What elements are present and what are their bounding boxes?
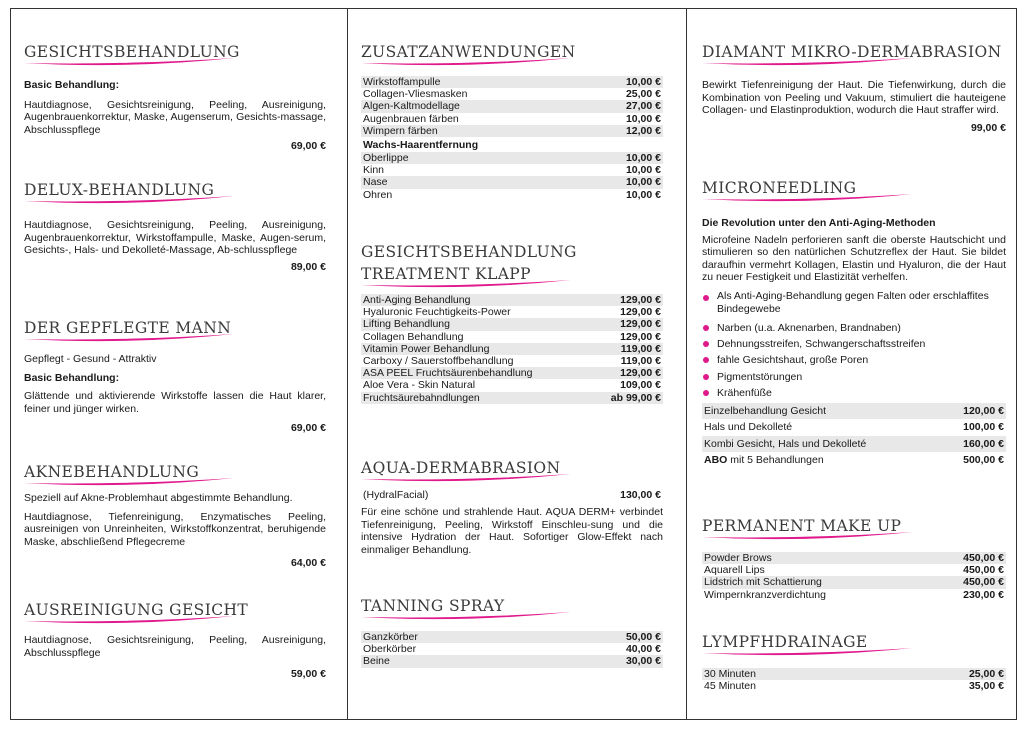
list-item: Als Anti-Aging-Behandlung gegen Falten oder erschlaffites Bindegewebe bbox=[702, 290, 1006, 316]
subheading: Basic Behandlung: bbox=[24, 371, 120, 384]
section-microneedling bbox=[702, 178, 1006, 469]
price-list bbox=[361, 152, 663, 201]
section-title: LYMPFHDRAINAGE bbox=[702, 633, 868, 651]
price-list bbox=[702, 552, 1006, 601]
section-title: AUSREINIGUNG GESICHT bbox=[24, 601, 249, 619]
bullet-dot bbox=[703, 295, 709, 301]
section-title: DELUX-BEHANDLUNG bbox=[24, 181, 215, 199]
section-title: DIAMANT MIKRO-DERMABRASION bbox=[702, 43, 1002, 61]
section-title: AKNEBEHANDLUNG bbox=[24, 463, 200, 481]
list-item: Anti-Aging Behandlung 129,00 € bbox=[363, 294, 661, 306]
bullet-dot bbox=[703, 374, 709, 380]
description: Hautdiagnose, Tiefenreinigung, Enzymatisches Peeling, ausreinigen von Unreinheiten, Wirkstoffkonzentrat, beruhigende Maske, abschließend Pflegecreme bbox=[24, 510, 326, 548]
section-title: MICRONEEDLING bbox=[702, 179, 857, 197]
list-item: Beine 30,00 € bbox=[363, 655, 661, 668]
description: Für eine schöne und strahlende Haut. AQUA DERM+ verbindet Tiefenreinigung, Peeling, Wirkstoff Einschleu-sung und die intensive Hydration der Haut. Sofortiger Glow-Effekt nach einmaliger Behandlung. bbox=[361, 506, 663, 556]
list-item: Collagen Behandlung 129,00 € bbox=[363, 330, 661, 343]
list-item: ASA PEEL Fruchtsäurenbehandlung 129,00 € bbox=[363, 367, 661, 380]
description: Hautdiagnose, Gesichtsreinigung, Peeling, Ausreinigung, Augenbrauenkorrektur, Maske, Augenserum, Gesichts-massage, Abschlusspflege bbox=[24, 98, 326, 136]
bullet-dot bbox=[703, 325, 709, 331]
price-list bbox=[361, 294, 663, 404]
list-item: Ohren 10,00 € bbox=[363, 188, 661, 201]
benefit-list bbox=[702, 290, 1006, 401]
price-list bbox=[361, 76, 663, 137]
list-item: Augenbrauen färben 10,00 € bbox=[363, 112, 661, 125]
list-item: Collagen-Vliesmasken 25,00 € bbox=[363, 88, 661, 101]
section-title: GESICHTSBEHANDLUNG bbox=[24, 43, 240, 61]
section-title: AQUA-DERMABRASION bbox=[361, 459, 561, 477]
price: 99,00 € bbox=[970, 121, 1006, 134]
list-item: Carboxy / Sauerstoffbehandlung 119,00 € bbox=[363, 355, 661, 368]
subheading: Die Revolution unter den Anti-Aging-Methoden bbox=[702, 217, 936, 229]
list-item: Hals und Dekolleté 100,00 € bbox=[704, 421, 1004, 434]
section-aknebehandlung bbox=[24, 462, 326, 570]
list-item: Nase 10,00 € bbox=[363, 176, 661, 189]
list-item: Aquarell Lips 450,00 € bbox=[704, 564, 1004, 577]
list-item: Fruchtsäurebahndlungen ab 99,00 € bbox=[363, 391, 661, 404]
list-item: Algen-Kaltmodellage 27,00 € bbox=[363, 100, 661, 113]
list-item: 30 Minuten 25,00 € bbox=[704, 668, 1004, 680]
price: 59,00 € bbox=[290, 668, 326, 681]
list-item: Powder Brows 450,00 € bbox=[704, 552, 1004, 564]
section-lymphdrainage bbox=[702, 632, 1006, 692]
section-gesichtsbehandlung bbox=[24, 42, 326, 153]
price-list bbox=[702, 668, 1006, 692]
section-gepflegte-mann bbox=[24, 318, 326, 435]
price: 69,00 € bbox=[290, 140, 326, 153]
section-zusatzanwendungen bbox=[361, 42, 663, 201]
column-divider bbox=[347, 8, 348, 720]
column-divider bbox=[686, 8, 687, 720]
list-item: Aloe Vera - Skin Natural 109,00 € bbox=[363, 379, 661, 392]
list-item: Einzelbehandlung Gesicht 120,00 € bbox=[702, 403, 1006, 420]
list-item: Wimpern färben 12,00 € bbox=[363, 124, 661, 137]
list-item: ABO mit 5 Behandlungen 500,00 € bbox=[704, 454, 1004, 467]
description: Bewirkt Tiefenreinigung der Haut. Die Tiefenwirkung, durch die Kombination von Peeling und Vakuum, stimuliert die hauteigene Collagen- und Elastinproduktion, wodurch die Haut straffer wird. bbox=[702, 79, 1006, 117]
section-delux bbox=[24, 180, 326, 274]
subheading: Wachs-Haarentfernung bbox=[363, 139, 479, 152]
list-item: 45 Minuten 35,00 € bbox=[704, 680, 1004, 693]
section-diamant bbox=[702, 42, 1006, 135]
list-item: Wimpernkranzverdichtung 230,00 € bbox=[704, 588, 1004, 601]
price-list bbox=[361, 631, 663, 668]
section-title: DER GEPFLEGTE MANN bbox=[24, 319, 232, 337]
description: Hautdiagnose, Gesichtsreinigung, Peeling, Ausreinigung, Augenbrauenkorrektur, Wirkstoffampulle, Maske, Augen-serum, Gesichts-, Hals- und Dekolleté-Massage, Ab-schlusspflege bbox=[24, 219, 326, 257]
bullet-dot bbox=[703, 357, 709, 363]
list-item: Kombi Gesicht, Hals und Dekolleté 160,00 € bbox=[702, 436, 1006, 453]
section-title: ZUSATZANWENDUNGEN bbox=[361, 43, 576, 61]
list-item: Dehnungsstreifen, Schwangerschaftsstreifen bbox=[702, 336, 1006, 352]
list-item: Oberkörber 40,00 € bbox=[363, 643, 661, 656]
section-treatment-klapp bbox=[361, 242, 663, 404]
list-item: Lidstrich mit Schattierung 450,00 € bbox=[704, 576, 1004, 589]
section-ausreinigung bbox=[24, 600, 326, 681]
list-item: Oberlippe 10,00 € bbox=[363, 152, 661, 165]
section-tanning-spray bbox=[361, 596, 663, 668]
description: Hautdiagnose, Gesichtsreinigung, Peeling, Ausreinigung, Abschlusspflege bbox=[24, 634, 326, 659]
list-item: Ganzkörber 50,00 € bbox=[363, 631, 661, 643]
list-item: Lifting Behandlung 129,00 € bbox=[363, 318, 661, 331]
section-permanent-make-up bbox=[702, 516, 1006, 601]
list-item: Wirkstoffampulle 10,00 € bbox=[363, 76, 661, 88]
list-item: Pigmentstörungen bbox=[702, 369, 1006, 385]
price-list bbox=[702, 403, 1006, 469]
description: Speziell auf Akne-Problemhaut abgestimmte Behandlung. bbox=[24, 492, 293, 504]
section-title: GESICHTSBEHANDLUNG bbox=[361, 243, 577, 261]
tagline: Gepflegt - Gesund - Attraktiv bbox=[24, 353, 157, 365]
section-title: TANNING SPRAY bbox=[361, 597, 505, 615]
price: 69,00 € bbox=[290, 422, 326, 435]
section-aqua-dermabrasion bbox=[361, 458, 663, 557]
price: 64,00 € bbox=[290, 557, 326, 570]
bullet-dot bbox=[703, 390, 709, 396]
list-item: Hyaluronic Feuchtigkeits-Power 129,00 € bbox=[363, 306, 661, 319]
list-item: Vitamin Power Behandlung 119,00 € bbox=[363, 342, 661, 355]
list-item: Krähenfüße bbox=[702, 385, 1006, 401]
section-title: TREATMENT KLAPP bbox=[361, 265, 531, 283]
bullet-dot bbox=[703, 341, 709, 347]
list-item: fahle Gesichtshaut, große Poren bbox=[702, 352, 1006, 368]
description: Microfeine Nadeln perforieren sanft die oberste Hautschicht und stimulieren so den natürlichen Schutzreflex der Haut. Sie bildet daraufhin vermehrt Kollagen, Elastin und Hyaluron, die der Haut zu neuer Festigkeit und Elastizität verhelfen. bbox=[702, 233, 1006, 284]
subheading: Basic Behandlung: bbox=[24, 79, 120, 91]
list-item: Narben (u.a. Aknenarben, Brandnaben) bbox=[702, 320, 1006, 336]
description: Glättende und aktivierende Wirkstoffe lassen die Haut klarer, feiner und jünger wirken. bbox=[24, 390, 326, 415]
price-row: (HydralFacial) 130,00 € bbox=[363, 489, 661, 501]
section-title: PERMANENT MAKE UP bbox=[702, 517, 902, 535]
price: 89,00 € bbox=[290, 260, 326, 273]
list-item: Kinn 10,00 € bbox=[363, 164, 661, 177]
